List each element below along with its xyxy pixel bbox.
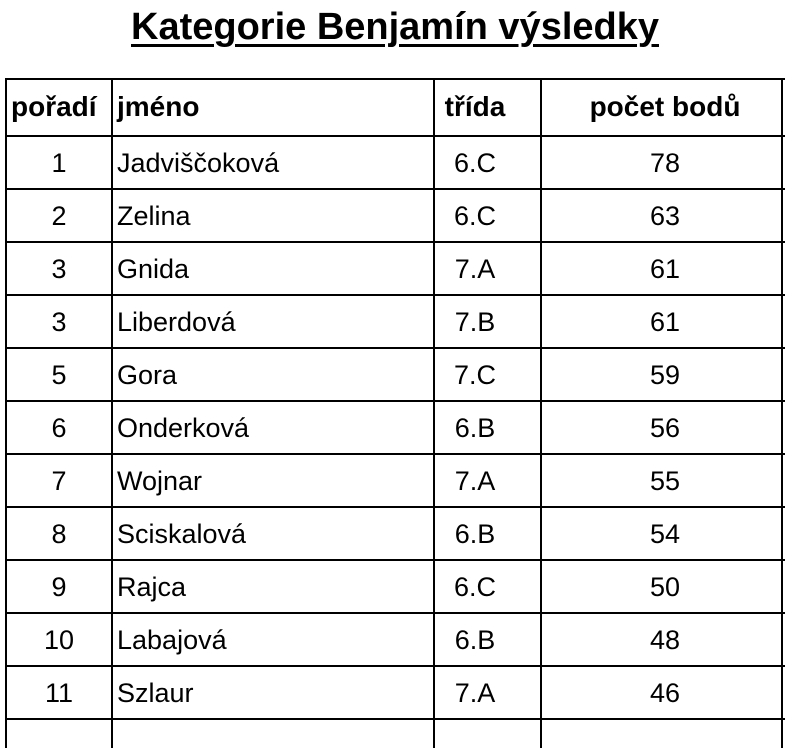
header-points: počet bodů bbox=[589, 91, 741, 122]
cell-class: 6.B bbox=[454, 413, 496, 443]
page-title bbox=[0, 2, 790, 52]
cell-points: 59 bbox=[649, 360, 681, 390]
table-row bbox=[5, 190, 785, 243]
table-header-row bbox=[5, 80, 785, 133]
table-row bbox=[5, 561, 785, 614]
cell-class: 6.C bbox=[453, 148, 497, 178]
page-title-text: Kategorie Benjamín výsledky bbox=[131, 6, 659, 48]
cell-name: Onderková bbox=[117, 413, 250, 443]
cell-points: 48 bbox=[649, 625, 681, 655]
results-table bbox=[5, 78, 785, 748]
cell-rank: 6 bbox=[51, 413, 67, 443]
table-row bbox=[5, 667, 785, 720]
table-row bbox=[5, 349, 785, 402]
cell-class: 6.B bbox=[454, 519, 496, 549]
cell-name: Gnida bbox=[117, 254, 190, 284]
header-name: jméno bbox=[117, 91, 200, 122]
cell-name: Labajová bbox=[117, 625, 227, 655]
table-row bbox=[5, 455, 785, 508]
cell-class: 7.A bbox=[454, 254, 496, 284]
row-separator bbox=[5, 718, 785, 720]
table-row bbox=[5, 243, 785, 296]
cell-name: Szlaur bbox=[117, 678, 194, 708]
table-row bbox=[5, 614, 785, 667]
table-row bbox=[5, 508, 785, 561]
cell-name: Gora bbox=[117, 360, 178, 390]
cell-rank: 5 bbox=[51, 360, 67, 390]
cell-name: Jadviščoková bbox=[117, 148, 280, 178]
cell-name: Sciskalová bbox=[117, 519, 247, 549]
cell-points: 46 bbox=[649, 678, 681, 708]
cell-points: 61 bbox=[649, 307, 681, 337]
table-row bbox=[5, 296, 785, 349]
header-class: třída bbox=[444, 91, 506, 122]
header-rank: pořadí bbox=[11, 91, 97, 122]
cell-points: 56 bbox=[649, 413, 681, 443]
cell-rank: 11 bbox=[44, 678, 74, 708]
cell-rank: 2 bbox=[51, 201, 67, 231]
cell-name: Zelina bbox=[117, 201, 191, 231]
cell-class: 6.C bbox=[453, 201, 497, 231]
cell-class: 7.B bbox=[454, 307, 496, 337]
cell-points: 63 bbox=[649, 201, 681, 231]
cell-name: Wojnar bbox=[117, 466, 203, 496]
cell-points: 61 bbox=[649, 254, 681, 284]
cell-rank: 7 bbox=[51, 466, 67, 496]
cell-rank: 9 bbox=[51, 572, 67, 602]
table-row bbox=[5, 137, 785, 190]
cell-points: 50 bbox=[649, 572, 681, 602]
cell-rank: 10 bbox=[43, 625, 75, 655]
cell-class: 6.B bbox=[454, 625, 496, 655]
cell-rank: 3 bbox=[51, 307, 67, 337]
cell-name: Liberdová bbox=[117, 307, 236, 337]
cell-class: 6.C bbox=[453, 572, 497, 602]
cell-points: 55 bbox=[649, 466, 681, 496]
table-row bbox=[5, 402, 785, 455]
cell-class: 7.C bbox=[453, 360, 497, 390]
cell-rank: 8 bbox=[51, 519, 67, 549]
cell-points: 78 bbox=[649, 148, 681, 178]
cell-name: Rajca bbox=[117, 572, 187, 602]
cell-class: 7.A bbox=[454, 678, 496, 708]
cell-rank: 1 bbox=[51, 148, 67, 178]
cell-points: 54 bbox=[649, 519, 681, 549]
cell-class: 7.A bbox=[454, 466, 496, 496]
cell-rank: 3 bbox=[51, 254, 67, 284]
